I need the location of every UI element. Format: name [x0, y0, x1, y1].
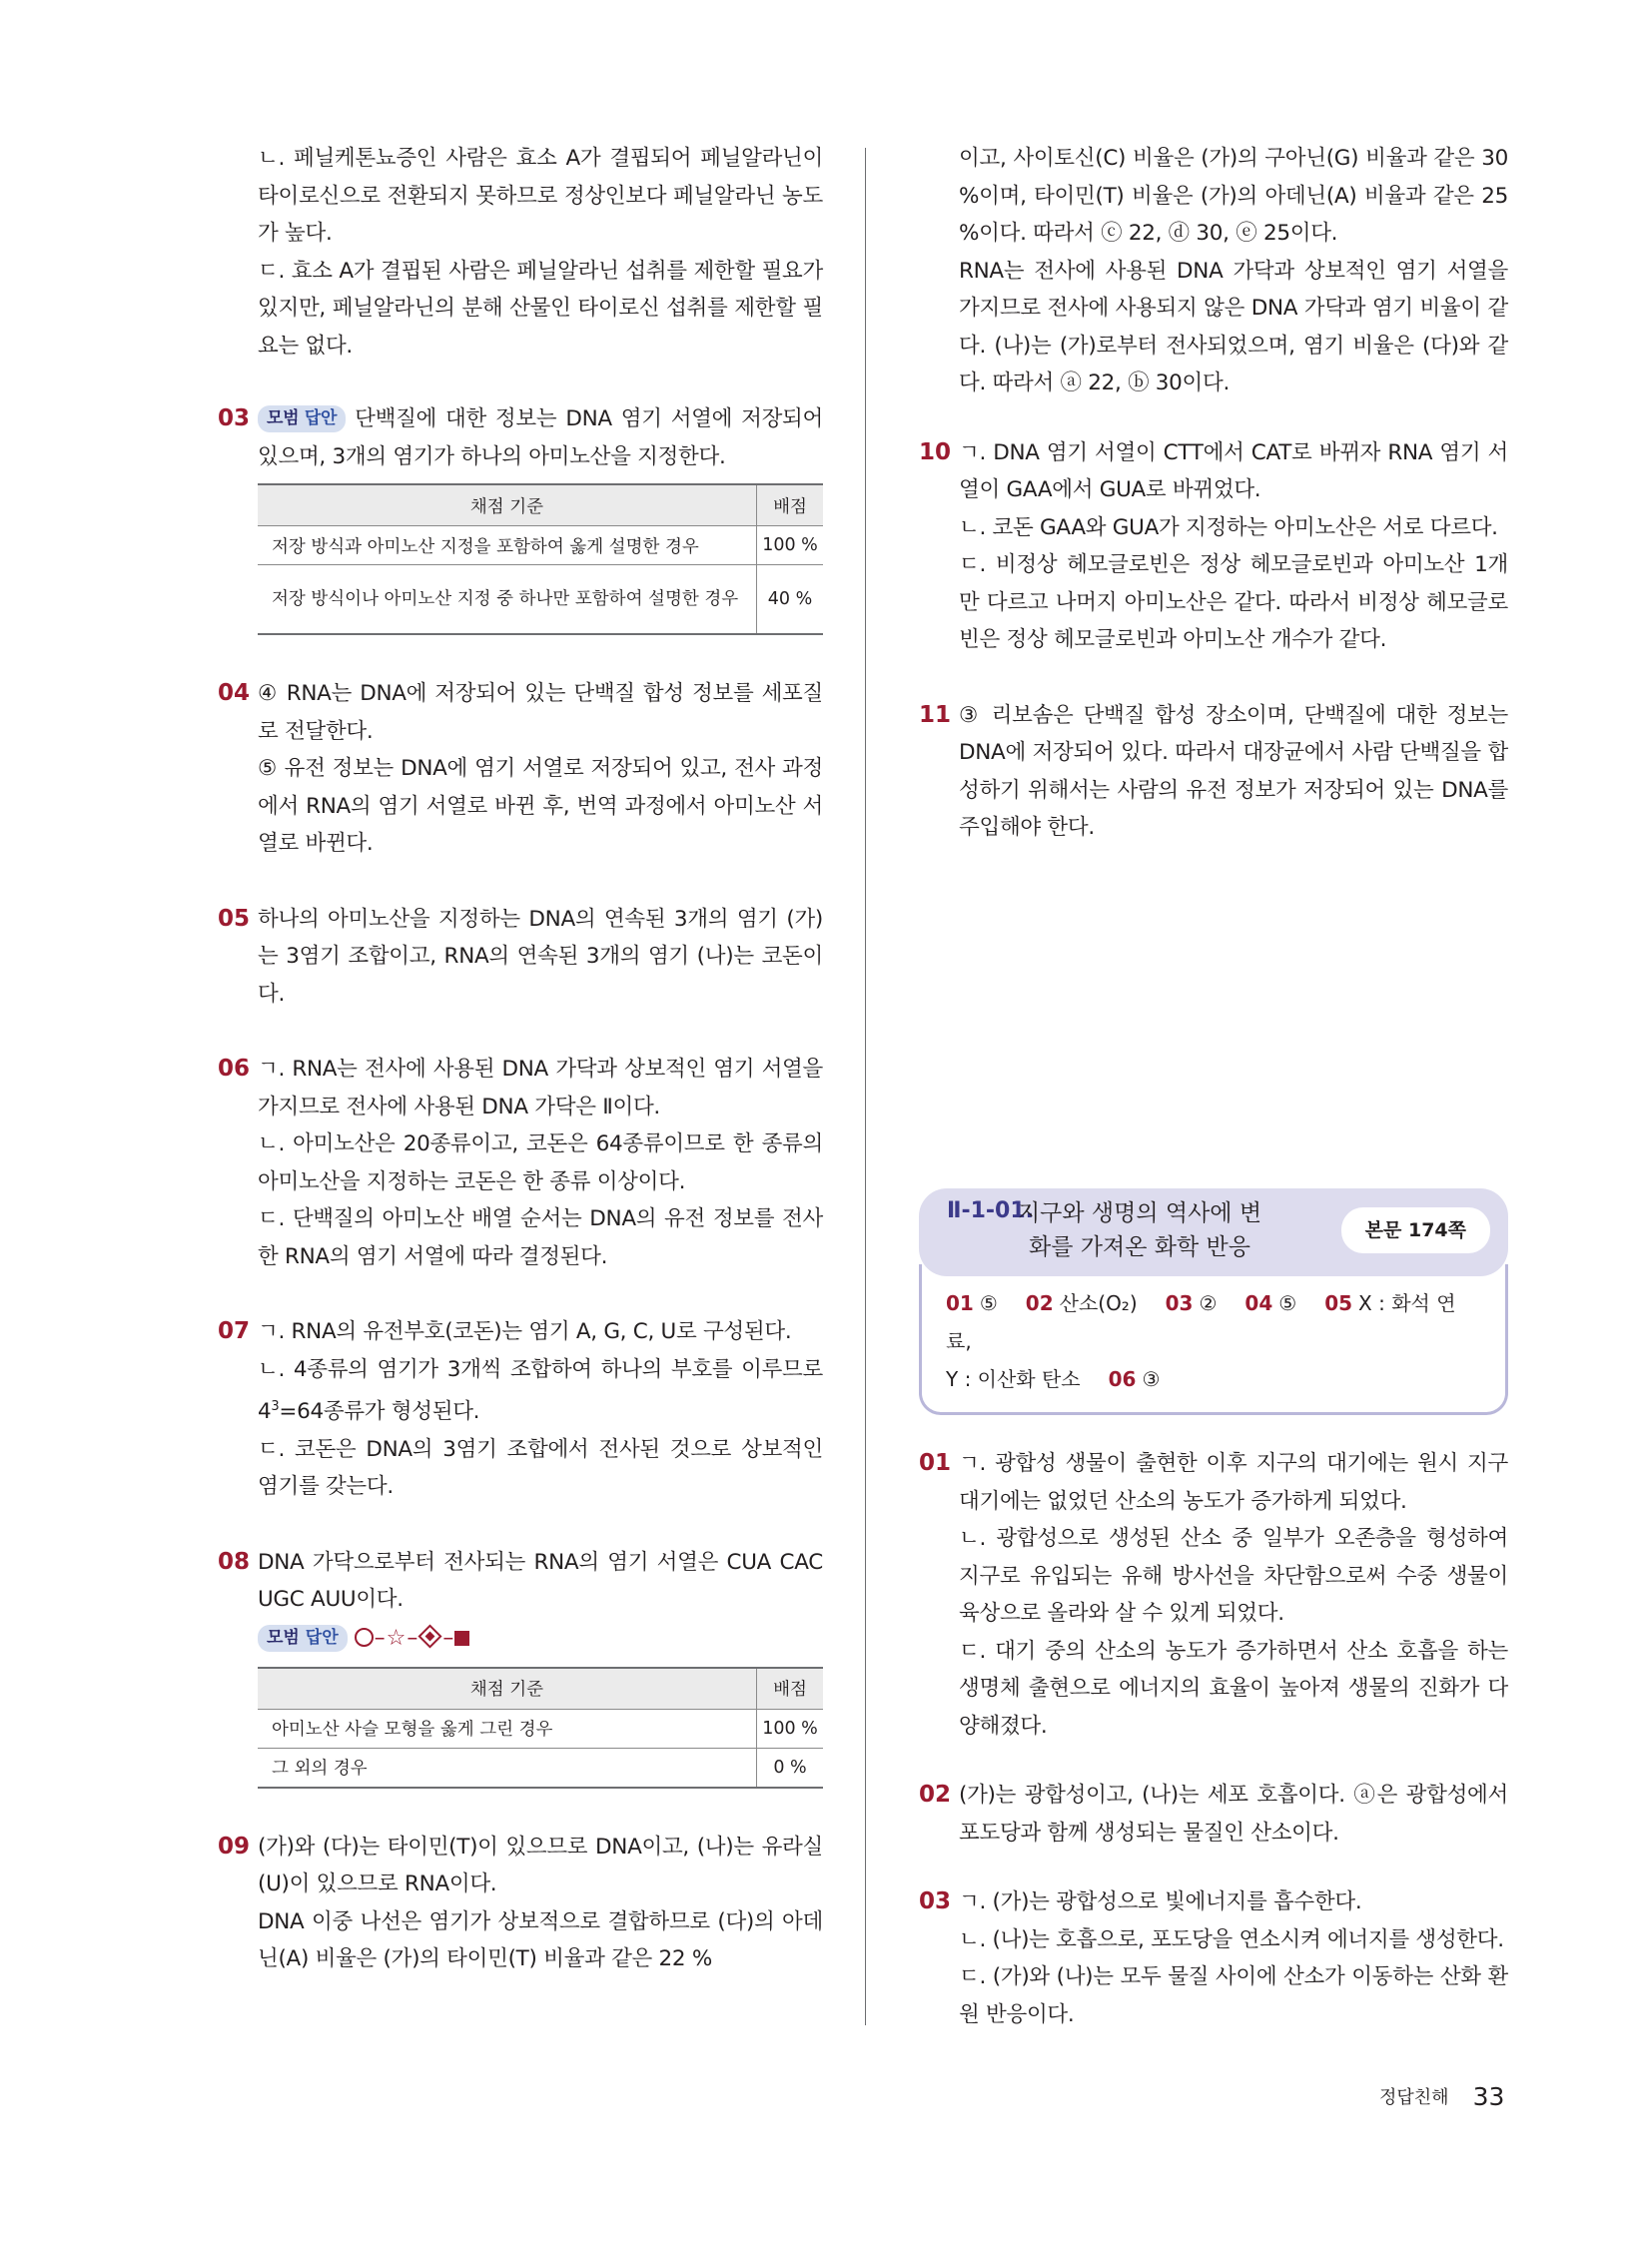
section-block: [919, 1188, 1508, 2033]
grading-score-cell: 100 %: [757, 526, 824, 565]
q03: [218, 400, 823, 635]
left-column: [218, 140, 823, 1978]
q09-cont-text-1: 이고, 사이토신(C) 비율은 (가)의 구아닌(G) 비율과 같은 30 %이며, 타이민(T) 비율은 (가)의 아데닌(A) 비율과 같은 25 %이다. 따라서 ⓒ 22, ⓓ 30, ⓔ 25이다.: [959, 146, 1508, 246]
q11: [919, 697, 1508, 847]
q09-text-2: DNA 이중 나선은 염기가 상보적으로 결합하므로 (다)의 아데닌(A) 비율은 (가)의 타이민(T) 비율과 같은 22 %: [258, 1908, 823, 1972]
grading-score-cell: 0 %: [757, 1748, 824, 1788]
q10-option-c: ㄷ. 비정상 헤모글로빈은 정상 헤모글로빈과 아미노산 1개만 다르고 나머지 아미노산은 같다. 따라서 비정상 헤모글로빈은 정상 헤모글로빈과 아미노산 개수가 같다.: [959, 552, 1508, 652]
q03-grading-table: [258, 483, 823, 635]
s03-option-b: ㄴ. (나)는 호흡으로, 포도당을 연소시켜 에너지를 생성한다.: [959, 1926, 1504, 1952]
s02-number: 02: [919, 1782, 952, 1808]
q06-number: 06: [218, 1056, 251, 1082]
q04: [218, 675, 823, 863]
q08: [218, 1544, 823, 1789]
answer-key-row-2: Y : 이산화 탄소 06 ③: [946, 1367, 1161, 1391]
q07-option-c: ㄷ. 코돈은 DNA의 3염기 조합에서 전사된 것으로 상보적인 염기를 갖는다.: [258, 1436, 823, 1500]
q03-text: 모범 답안 단백질에 대한 정보는 DNA 염기 서열에 저장되어 있으며, 3개의 염기가 하나의 아미노산을 지정한다.: [258, 406, 823, 469]
section-header: [919, 1188, 1508, 1276]
q06: [218, 1051, 823, 1275]
q05-number: 05: [218, 905, 251, 932]
q04-number: 04: [218, 680, 251, 706]
q06-option-b: ㄴ. 아미노산은 20종류이고, 코돈은 64종류이므로 한 종류의 아미노산을 지정하는 코돈은 한 종류 이상이다.: [258, 1131, 823, 1194]
q07-option-a: ㄱ. RNA의 유전부호(코돈)는 염기 A, G, C, U로 구성된다.: [258, 1319, 792, 1344]
q07-option-b: ㄴ. 4종류의 염기가 3개씩 조합하여 하나의 부호를 이루므로 $4^3=64$종류가 형성된다.: [258, 1356, 823, 1425]
grading-header-criteria: 채점 기준: [258, 1668, 757, 1710]
grading-criteria-cell: 아미노산 사슬 모형을 옳게 그린 경우: [258, 1709, 757, 1748]
s01-number: 01: [919, 1450, 952, 1476]
section-title: 지구와 생명의 역사에 변화를 가져온 화학 반응: [1017, 1200, 1262, 1260]
q10-number: 10: [919, 438, 952, 465]
q09: [218, 1829, 823, 1978]
q08-model-answer: [258, 1619, 823, 1659]
q08-text: DNA 가닥으로부터 전사되는 RNA의 염기 서열은 CUA CAC UGC AUU이다.: [258, 1549, 823, 1613]
q07-number: 07: [218, 1318, 251, 1344]
q09-continued: [919, 140, 1508, 402]
q04-choice-4: ④ RNA는 DNA에 저장되어 있는 단백질 합성 정보를 세포질로 전달한다.: [258, 681, 823, 744]
s03: [919, 1883, 1508, 2033]
q02-continued: [218, 140, 823, 365]
q04-choice-5: ⑤ 유전 정보는 DNA에 염기 서열로 저장되어 있고, 전사 과정에서 RNA의 염기 서열로 바뀐 후, 번역 과정에서 아미노산 서열로 바뀐다.: [258, 756, 823, 856]
s02: [919, 1777, 1508, 1852]
q06-option-c: ㄷ. 단백질의 아미노산 배열 순서는 DNA의 유전 정보를 전사한 RNA의 염기 서열에 따라 결정된다.: [258, 1206, 823, 1269]
grading-header-score: 배점: [757, 1668, 824, 1710]
model-answer-badge: 모범 답안: [258, 405, 346, 432]
q02-option-c: ㄷ. 효소 A가 결핍된 사람은 페닐알라닌 섭취를 제한할 필요가 있지만, 페닐알라닌의 분해 산물인 타이로신 섭취를 제한할 필요는 없다.: [258, 258, 823, 359]
s01: [919, 1445, 1508, 1745]
column-divider: [865, 148, 866, 2025]
q05-text: 하나의 아미노산을 지정하는 DNA의 연속된 3개의 염기 (가)는 3염기 조합이고, RNA의 연속된 3개의 염기 (나)는 코돈이다.: [258, 906, 823, 1007]
grading-header-score: 배점: [757, 484, 824, 526]
q08-number: 08: [218, 1548, 251, 1575]
section-answer-key: [919, 1264, 1508, 1415]
s03-option-c: ㄷ. (가)와 (나)는 모두 물질 사이에 산소가 이동하는 산화 환원 반응이다.: [959, 1964, 1508, 2027]
q09-text-1: (가)와 (다)는 타이민(T)이 있으므로 DNA이고, (나)는 유라실(U)이 있으므로 RNA이다.: [258, 1834, 823, 1897]
grading-score-cell: 40 %: [757, 565, 824, 635]
grading-score-cell: 100 %: [757, 1709, 824, 1748]
circle-shape-icon: [355, 1628, 374, 1647]
model-answer-badge: 모범 답안: [258, 1625, 348, 1652]
page-footer: [1379, 2082, 1504, 2111]
q09-number: 09: [218, 1833, 251, 1860]
footer-label: 정답친해: [1379, 2087, 1449, 2108]
s01-option-b: ㄴ. 광합성으로 생성된 산소 중 일부가 오존층을 형성하여 지구로 유입되는 유해 방사선을 차단함으로써 수중 생물이 육상으로 올라와 살 수 있게 되었다.: [959, 1526, 1508, 1626]
q11-text: ③ 리보솜은 단백질 합성 장소이며, 단백질에 대한 정보는 DNA에 저장되어 있다. 따라서 대장균에서 사람 단백질을 합성하기 위해서는 사람의 유전 정보가 저장되어 있는 DNA를 주입해야 한다.: [959, 702, 1508, 840]
section-page-reference: 본문 174쪽: [1341, 1207, 1490, 1253]
q02-option-b: ㄴ. 페닐케톤뇨증인 사람은 효소 A가 결핍되어 페닐알라닌이 타이로신으로 전환되지 못하므로 정상인보다 페닐알라닌 농도가 높다.: [258, 146, 823, 246]
q10: [919, 434, 1508, 659]
grading-criteria-cell: 저장 방식과 아미노산 지정을 포함하여 옳게 설명한 경우: [258, 526, 757, 565]
grading-criteria-cell: 그 외의 경우: [258, 1748, 757, 1788]
amino-acid-chain-model: –☆– –: [355, 1626, 470, 1651]
s03-option-a: ㄱ. (가)는 광합성으로 빛에너지를 흡수한다.: [959, 1889, 1362, 1914]
q11-number: 11: [919, 701, 952, 728]
q08-grading-table: [258, 1667, 823, 1789]
section-number: Ⅱ-1-01.: [947, 1198, 1035, 1223]
q10-option-a: ㄱ. DNA 염기 서열이 CTT에서 CAT로 바뀌자 RNA 염기 서열이 GAA에서 GUA로 바뀌었다.: [959, 439, 1508, 502]
square-shape-icon: [454, 1631, 469, 1646]
s01-option-a: ㄱ. 광합성 생물이 출현한 이후 지구의 대기에는 원시 지구 대기에는 없었던 산소의 농도가 증가하게 되었다.: [959, 1451, 1508, 1514]
grading-header-criteria: 채점 기준: [258, 484, 757, 526]
s02-text: (가)는 광합성이고, (나)는 세포 호흡이다. ⓐ은 광합성에서 포도당과 함께 생성되는 물질인 산소이다.: [959, 1783, 1508, 1846]
diamond-shape-icon: [418, 1624, 442, 1648]
page-number: 33: [1472, 2082, 1505, 2111]
right-column: [919, 140, 1508, 2027]
grading-criteria-cell: 저장 방식이나 아미노산 지정 중 하나만 포함하여 설명한 경우: [258, 565, 757, 635]
s01-option-c: ㄷ. 대기 중의 산소의 농도가 증가하면서 산소 호흡을 하는 생명체 출현으로 에너지의 효율이 높아져 생물의 진화가 다양해졌다.: [959, 1638, 1508, 1739]
q07: [218, 1313, 823, 1506]
answer-key-row-1: 01 ⑤ 02 산소(O₂) 03 ② 04 ⑤ 05 X : 화석 연료,: [946, 1291, 1456, 1353]
q09-cont-text-2: RNA는 전사에 사용된 DNA 가닥과 상보적인 염기 서열을 가지므로 전사에 사용되지 않은 DNA 가닥과 염기 비율이 같다. (나)는 (가)로부터 전사되었으며, 염기 비율은 (다)와 같다. 따라서 ⓐ 22, ⓑ 30이다.: [959, 258, 1508, 395]
s03-number: 03: [919, 1888, 952, 1914]
star-shape-icon: ☆: [386, 1625, 407, 1651]
q05: [218, 901, 823, 1014]
q03-number: 03: [218, 405, 251, 431]
q06-option-a: ㄱ. RNA는 전사에 사용된 DNA 가닥과 상보적인 염기 서열을 가지므로 전사에 사용된 DNA 가닥은 Ⅱ이다.: [258, 1057, 823, 1120]
q10-option-b: ㄴ. 코돈 GAA와 GUA가 지정하는 아미노산은 서로 다르다.: [959, 514, 1498, 540]
